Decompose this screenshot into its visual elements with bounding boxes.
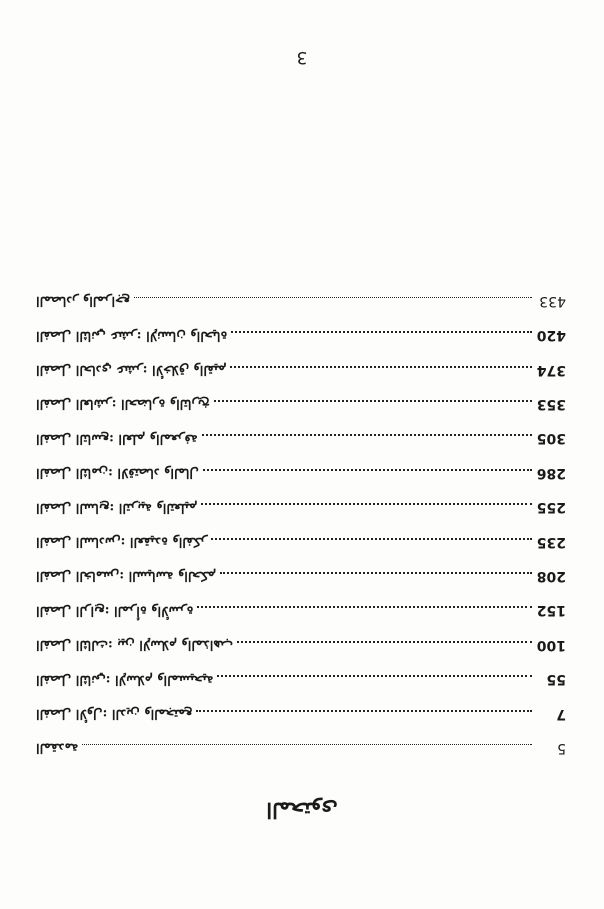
toc-entry [36, 599, 566, 621]
toc-entry [36, 462, 566, 484]
toc-leader-dots [220, 572, 532, 574]
toc-entry [36, 668, 566, 690]
toc-entry-page: 433 [539, 292, 566, 309]
toc-entry-page: 5 [557, 740, 566, 756]
toc-entry-title: الفصل السابع: التربية والتعليم [36, 499, 198, 515]
toc-entry [36, 324, 566, 346]
page-number: 3 [296, 47, 308, 67]
toc-entry-page: 235 [536, 533, 566, 550]
toc-entry-page: 374 [536, 361, 566, 378]
toc-entry-title: الفصل الثامن: الاقتصاد والمال [36, 465, 199, 481]
toc-entry-title: الفصل الثاني: الإسلام والمسيحية [36, 671, 214, 687]
toc-leader-dots [202, 434, 532, 436]
toc-entry [36, 634, 566, 656]
toc-leader-dots [217, 675, 532, 677]
toc-entry [36, 496, 566, 518]
toc-entry [36, 531, 566, 553]
toc-leader-dots [196, 710, 532, 712]
toc-entry-page: 255 [536, 499, 566, 516]
toc-leader-dots [231, 331, 532, 333]
toc-leader-dots [134, 297, 532, 298]
toc-entry-title: المقدمة [36, 740, 79, 756]
toc-entry-title: الفصل الخامس: السياسة والحكم [36, 568, 217, 584]
toc-leader-dots [214, 400, 532, 402]
toc-entry-title: الفصل الحادي عشر: الأخلاق والقيم [36, 362, 227, 378]
toc-leader-dots [231, 366, 533, 368]
toc-entry-page: 152 [536, 602, 566, 619]
contents-heading: المحتوى [266, 798, 338, 823]
toc-entry-title: الفصل الرابع: المرأة والأسرة [36, 602, 194, 618]
toc-entry-page: 420 [536, 327, 566, 344]
toc-entry [36, 393, 566, 415]
toc-entry-title: الفصل الثالث: بين الإسلام والمذاهب [36, 637, 233, 653]
toc-entry [36, 565, 566, 587]
toc-entry-title: الفصل الثاني عشر: الإنسان والحياة [36, 327, 228, 343]
toc-entry [36, 737, 566, 759]
toc-leader-dots [82, 745, 532, 746]
toc-entry-page: 55 [546, 671, 566, 688]
toc-entry-page: 286 [536, 464, 566, 481]
toc-entry-title: الفصل الأول: الدين والمجتمع [36, 706, 193, 722]
toc-leader-dots [201, 503, 532, 505]
toc-entry-page: 208 [536, 568, 566, 584]
toc-entry [36, 427, 566, 449]
toc-entry-title: الفصل التاسع: العلم والمعرفة [36, 430, 198, 446]
toc-entry-title: الفصل السادس: العقيدة والفكر [36, 534, 208, 550]
toc-entry-page: 100 [536, 636, 566, 653]
toc-entry [36, 359, 566, 381]
toc-leader-dots [211, 538, 532, 540]
toc-leader-dots [203, 469, 532, 471]
toc-entry-page: 7 [556, 705, 566, 722]
toc-entry-title: المصادر والمراجع [36, 293, 131, 309]
toc-leader-dots [197, 606, 532, 608]
toc-entry [36, 290, 566, 312]
toc-leader-dots [237, 641, 532, 643]
toc-entry [36, 703, 566, 725]
toc-entry-page: 353 [536, 396, 566, 412]
toc-entry-title: الفصل العاشر: الحضارة والتاريخ [36, 396, 210, 412]
toc-entry-page: 305 [536, 430, 566, 447]
